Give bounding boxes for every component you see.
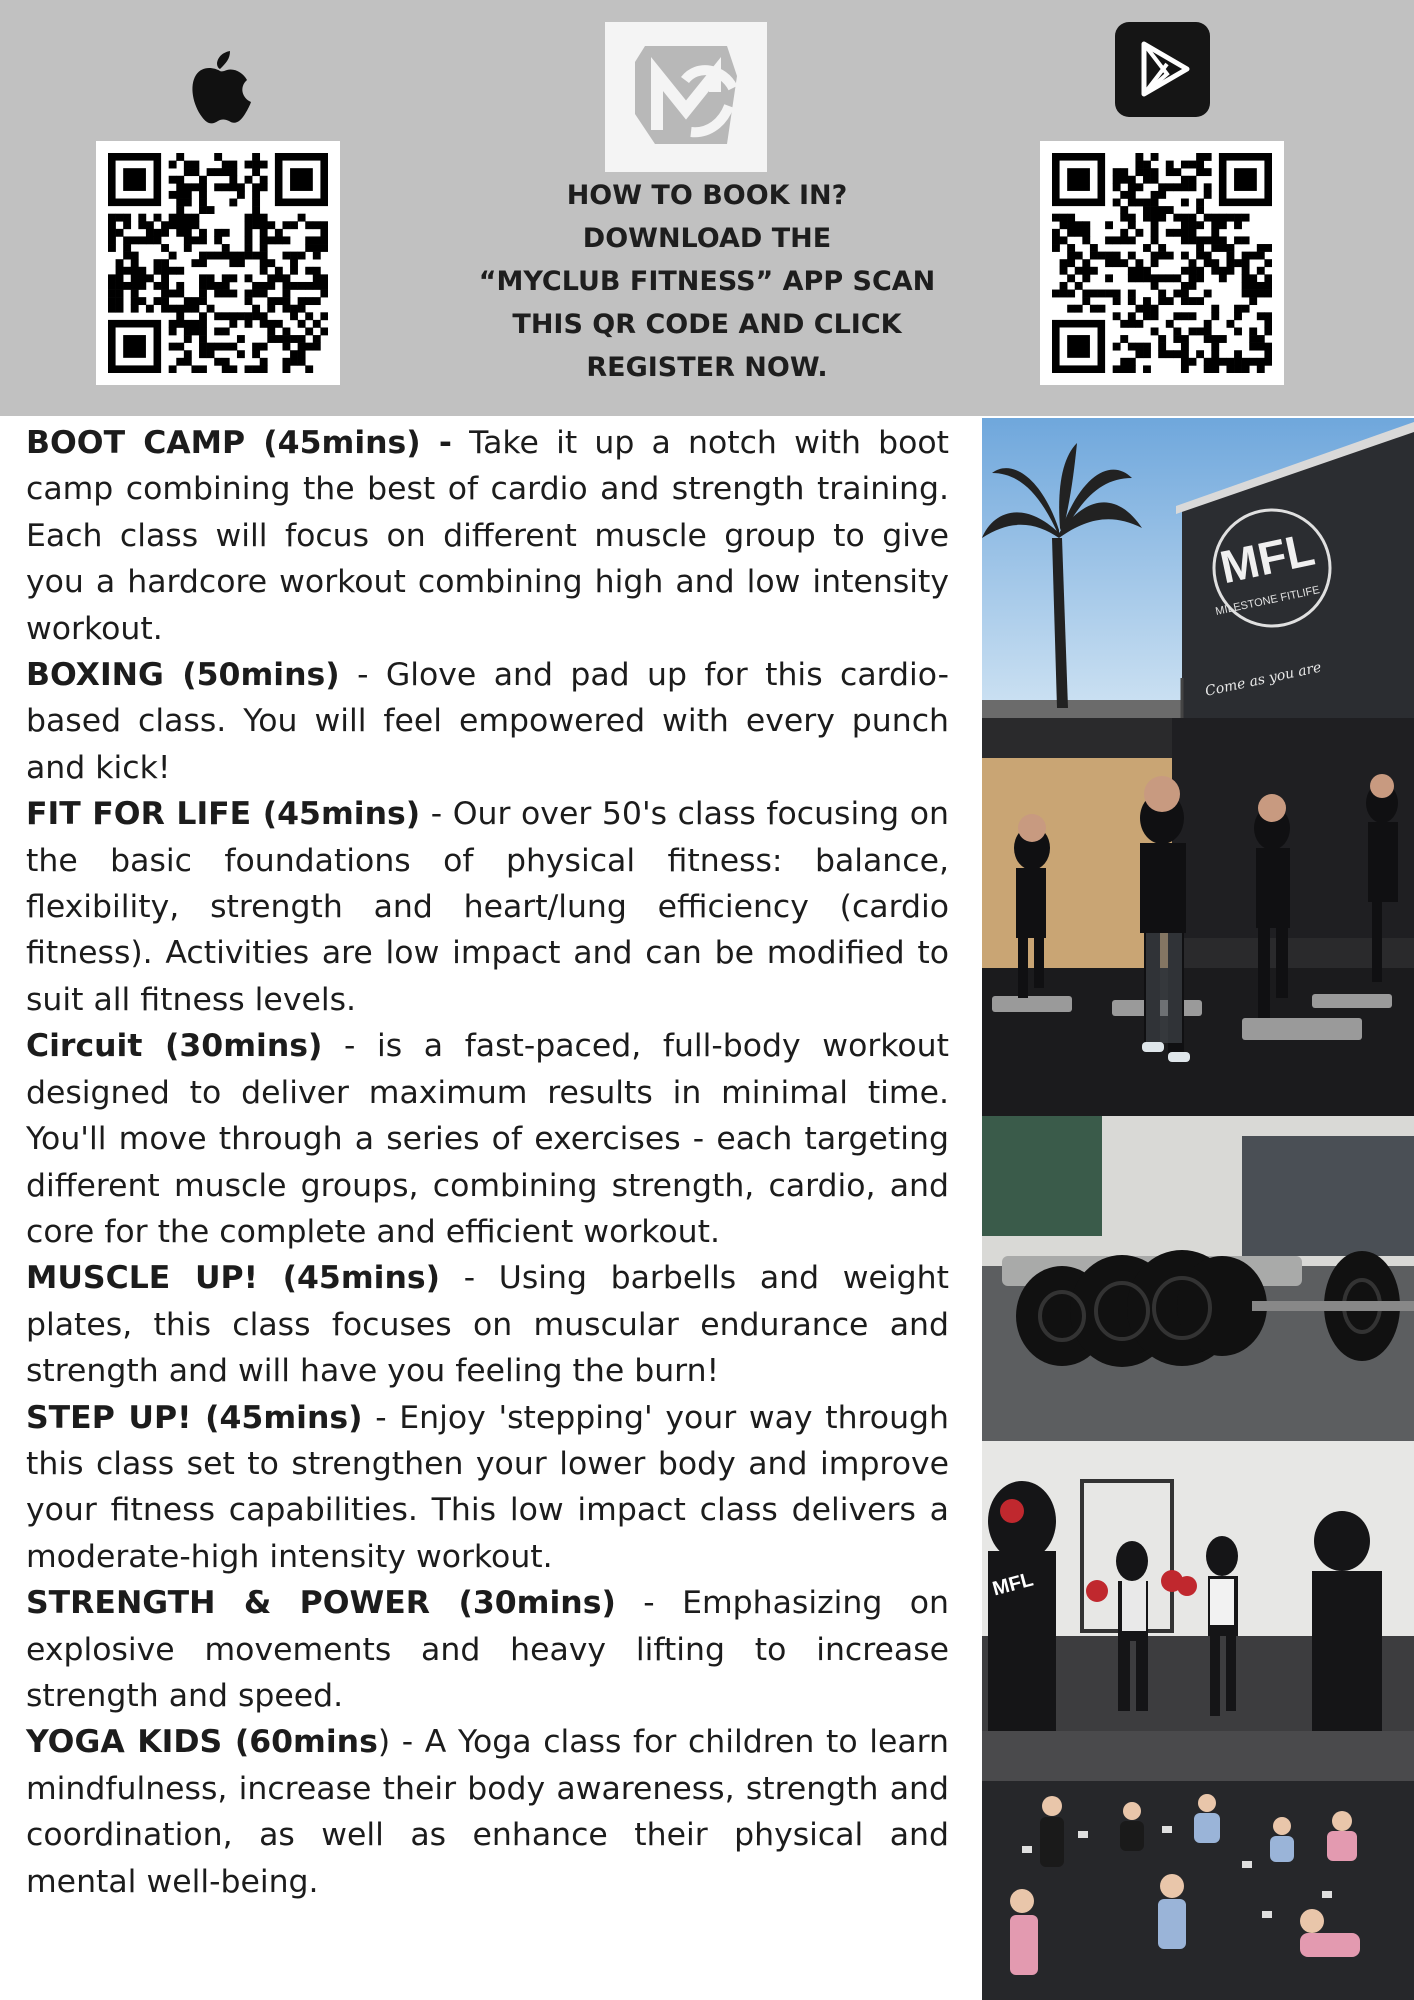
class-entry-strength-power: [26, 1580, 949, 1719]
booking-instructions: [420, 174, 994, 389]
class-entry-muscle-up: [26, 1255, 949, 1394]
qr-code-ios[interactable]: [96, 141, 340, 385]
class-entry-circuit: [26, 1023, 949, 1255]
qr-code-icon: [1052, 153, 1272, 373]
step-class-photo: [982, 718, 1414, 1116]
class-entry-boot-camp: [26, 420, 949, 652]
app-download-header: [0, 0, 1414, 416]
class-title: MUSCLE UP! (45mins): [26, 1260, 441, 1297]
class-description: - Our over 50's class focusing on the basic foundations of physical fitness: balance, flexibility, strength and heart/lung efficiency (cardio fitness). Activities are low impact and can be modified to suit all fitness levels.: [26, 796, 949, 1018]
class-description: - is a fast-paced, full-body workout designed to deliver maximum results in minimal time. You'll move through a series of exercises - each targeting different muscle groups, combining strength, cardio, and core for the complete and efficient workout.: [26, 1028, 949, 1250]
boxing-class-photo: [982, 1441, 1414, 1731]
sign-mfl: MFL: [1215, 522, 1319, 594]
qr-code-android[interactable]: [1040, 141, 1284, 385]
gym-building-photo: [982, 418, 1414, 718]
qr-code-icon: [108, 153, 328, 373]
booking-line: REGISTER NOW.: [586, 352, 828, 383]
sign-milestone: MILESTONE FITLIFE: [1214, 584, 1321, 618]
yoga-kids-photo: [982, 1731, 1414, 2000]
class-title: STEP UP! (45mins): [26, 1399, 363, 1436]
class-title: FIT FOR LIFE (45mins): [26, 796, 421, 833]
class-description: - Enjoy 'stepping' your way through this class set to strengthen your lower body and improve your fitness capabilities. This low impact class delivers a moderate-high intensity workout.: [26, 1399, 949, 1575]
class-description: ) - A Yoga class for children to learn mindfulness, increase their body awareness, strength and coordination, as well as enhance their physical and mental well-being.: [26, 1724, 950, 1900]
class-title: STRENGTH & POWER (30mins): [26, 1585, 616, 1622]
booking-line: HOW TO BOOK IN?: [566, 180, 848, 211]
class-entry-step-up: [26, 1395, 949, 1581]
class-descriptions: [26, 420, 949, 1905]
class-entry-yoga-kids: [26, 1719, 949, 1905]
script-sign: Come as you are: [1203, 659, 1323, 700]
booking-line: DOWNLOAD THE: [582, 223, 832, 254]
class-title: YOGA KIDS (60mins: [26, 1724, 378, 1761]
weight-plates-photo: [982, 1116, 1414, 1441]
class-entry-fit-for-life: [26, 791, 949, 1023]
class-title: BOXING (50mins): [26, 657, 340, 694]
class-description: Take it up a notch with boot camp combining the best of cardio and strength training. Each class will focus on different muscle group to give you a hardcore workout combining high and low intensity workout.: [26, 425, 949, 647]
class-description: - Glove and pad up for this cardio-based class. You will feel empowered with every punch and kick!: [26, 657, 949, 786]
class-entry-boxing: [26, 652, 949, 791]
play-store-icon[interactable]: [1115, 22, 1210, 117]
booking-line: THIS QR CODE AND CLICK: [512, 309, 902, 340]
svg-text:MFL: MFL: [990, 1568, 1036, 1601]
class-description: - Emphasizing on explosive movements and heavy lifting to increase strength and speed.: [26, 1585, 950, 1714]
class-title: BOOT CAMP (45mins) -: [26, 425, 452, 461]
myclub-logo: [605, 22, 767, 172]
class-title: Circuit (30mins): [26, 1028, 323, 1065]
booking-line: “MYCLUB FITNESS” APP SCAN: [478, 266, 936, 297]
class-description: - Using barbells and weight plates, this class focuses on muscular endurance and strength and will have you feeling the burn!: [26, 1260, 949, 1390]
photo-column: [982, 418, 1414, 2000]
apple-icon[interactable]: [180, 45, 260, 125]
